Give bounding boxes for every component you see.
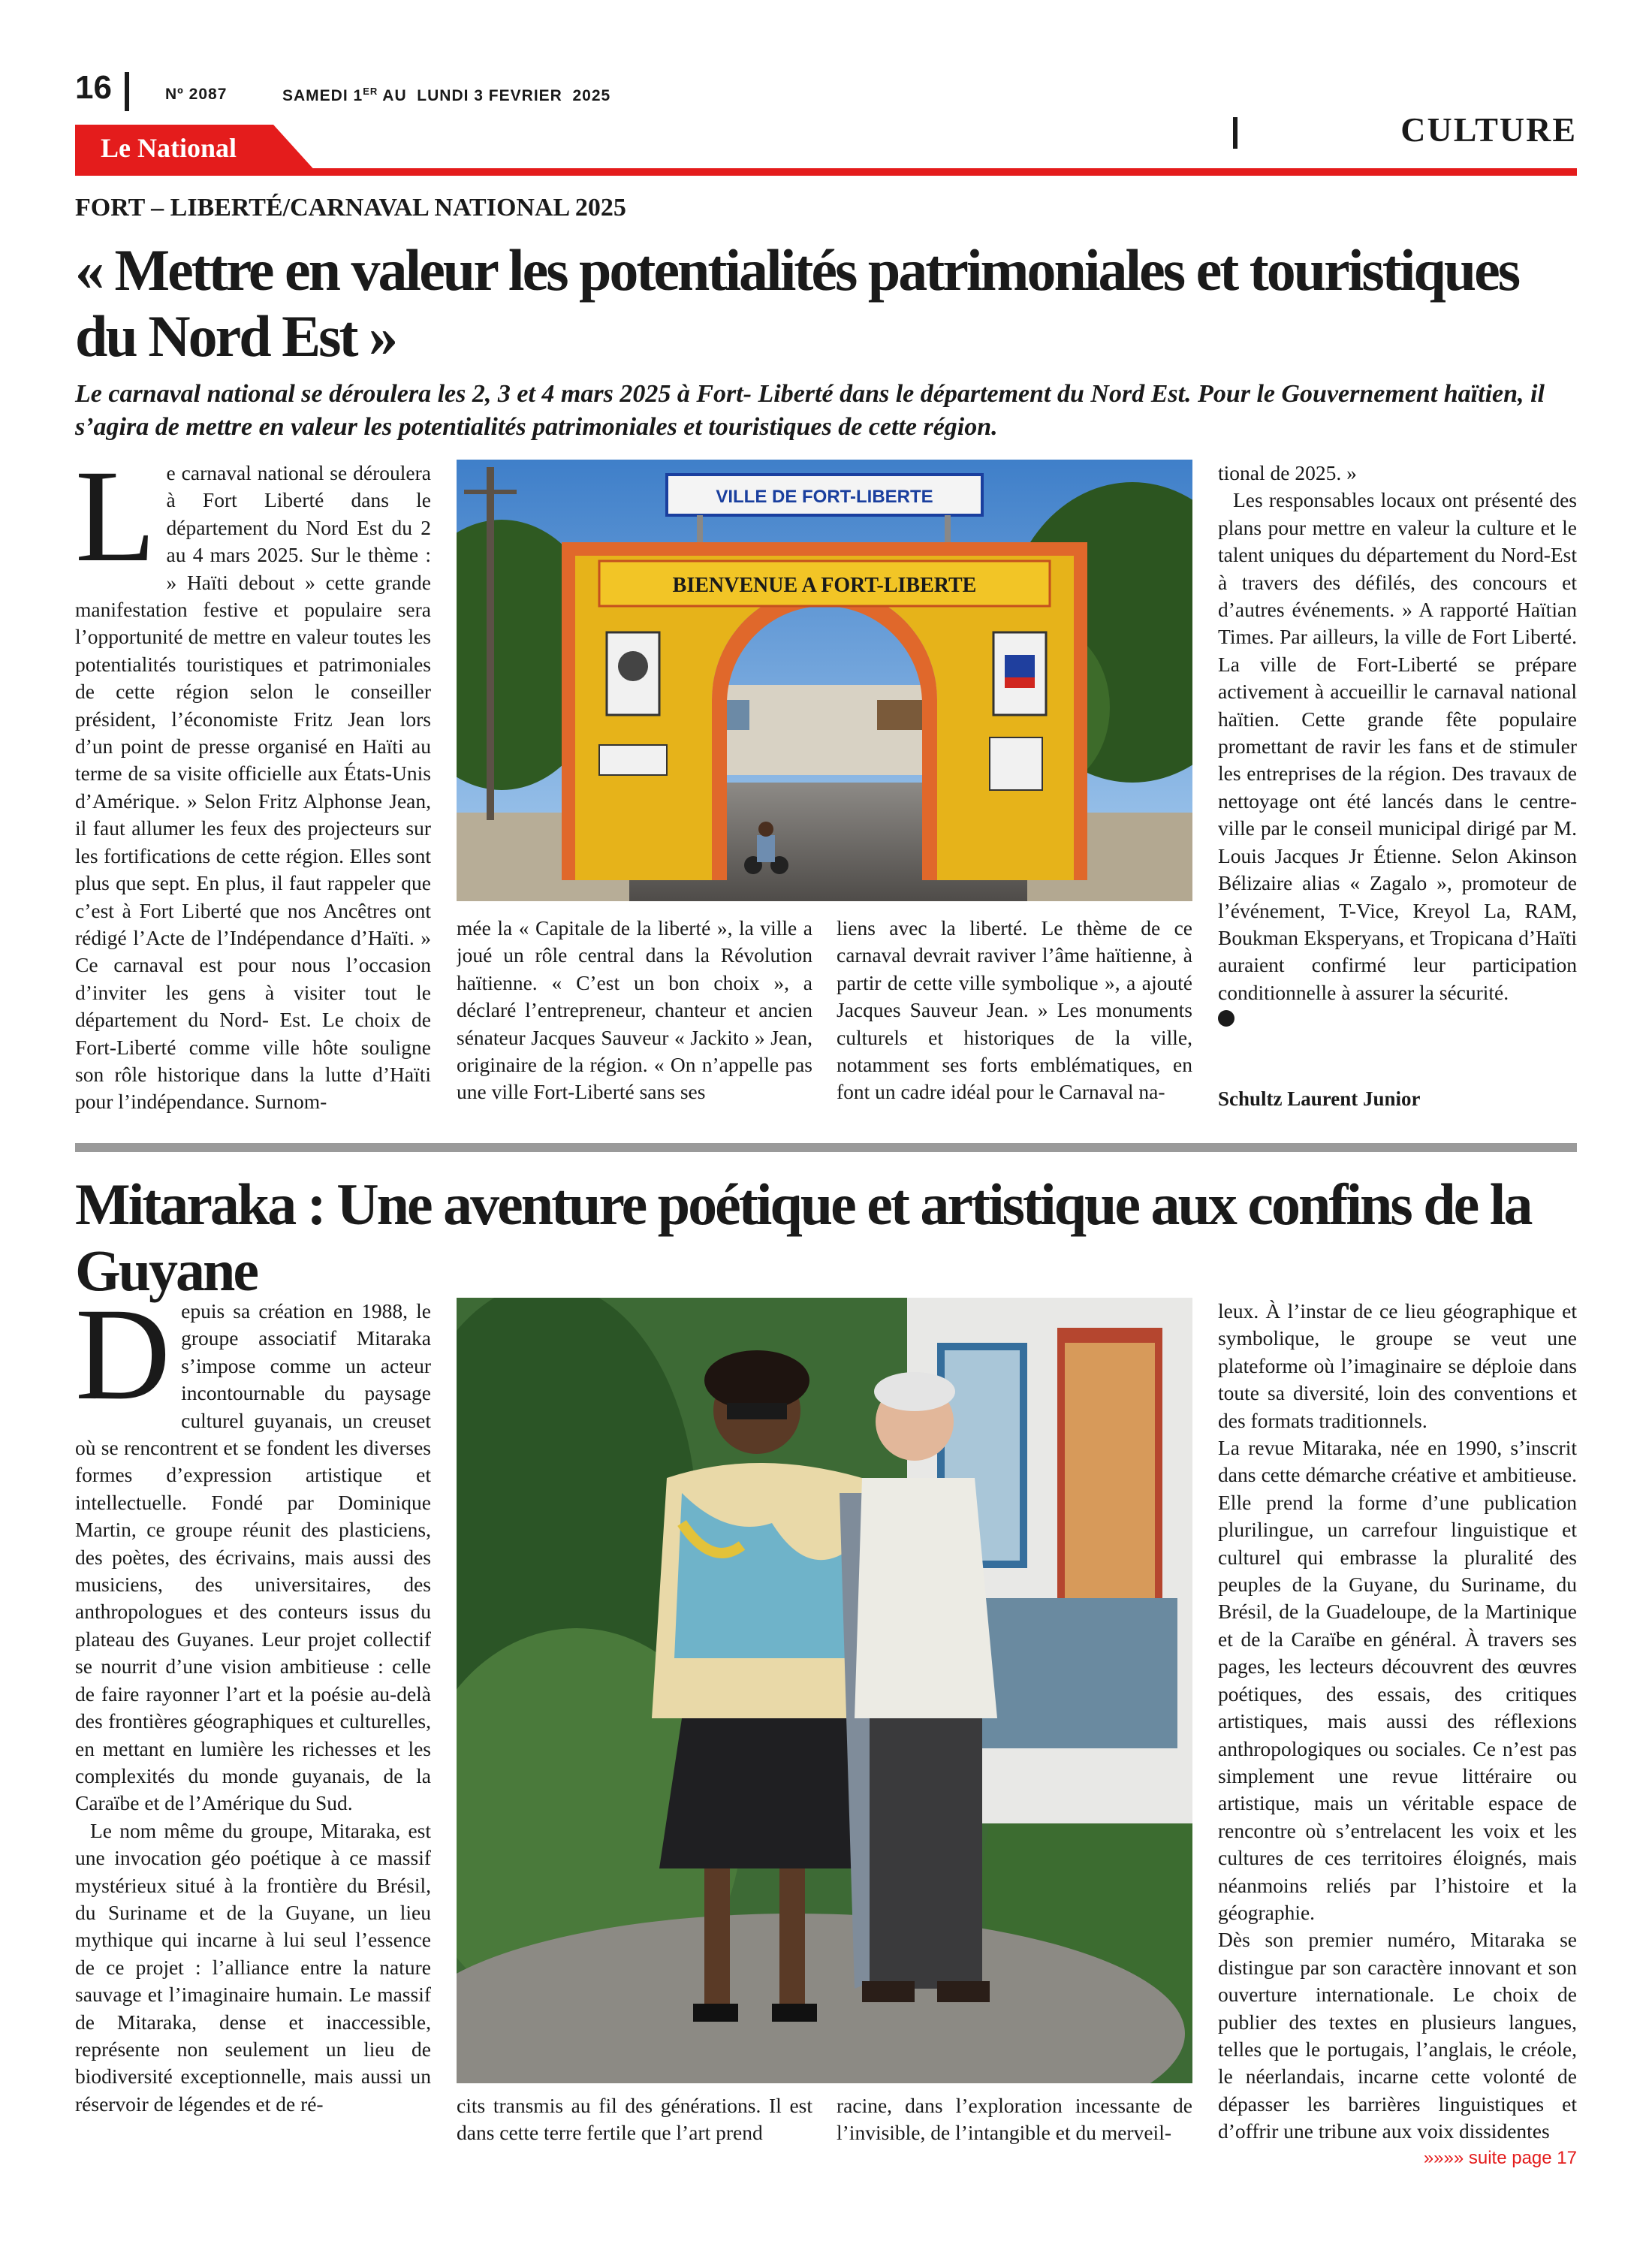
article1-col2-text: mée la « Capitale de la liberté », la ville a joué un rôle central dans la Révolution haïtienne. « C’est un bon choix », a déclaré l’entrepreneur, chanteur et ancien sénateur Jacques Sauveur « Jackito » Jean, originaire de la région. « On n’appelle pas une ville Fort-Liberté sans ses — [457, 916, 812, 1104]
end-of-article-icon — [1218, 1010, 1234, 1027]
article2-col1-p2: Le nom même du groupe, Mitaraka, est une invocation géo poétique à ce massif mystérieux situé à la frontière du Brésil, du Suriname et de la Guyane, un lieu mythique qui incarne à lui seul l’essence de ce projet : l’alliance entre la nature sauvage et l’imaginaire humain. Le massif de Mitaraka, dense et inaccessible, représente non seulement un lieu de biodiversité exceptionnelle, mais aussi un réservoir de légendes et de ré- — [75, 1818, 431, 2116]
article1-column-4 — [1218, 460, 1577, 1120]
article1-col4-p1: tional de 2025. » — [1218, 461, 1357, 484]
mitaraka-couple-photo — [457, 1298, 1192, 2083]
drop-cap: D — [75, 1298, 171, 1428]
article2-col3-text: racine, dans l’exploration incessante de l’invisible, de l’intangible et du merveil- — [837, 2094, 1192, 2145]
article2-column-2 — [457, 2092, 812, 2145]
article2-column-1 — [75, 1298, 431, 2143]
continuation-link[interactable]: »»»» suite page 17 — [1423, 2148, 1577, 2168]
article1-lead: Le carnaval national se déroulera les 2, 3 et 4 mars 2025 à Fort- Liberté dans le département du Nord Est. Pour le Gouvernement haïtien, il s’agira de mettre en valeur les potentialités patrimoniales et touristiques de cette région. — [75, 380, 1545, 441]
newspaper-logo: Le National — [101, 133, 237, 163]
page-number: 16 — [75, 69, 112, 106]
article1-column-1 — [75, 460, 431, 1117]
article1-headline: « Mettre en valeur les potentialités patrimoniales et touristiques du Nord Est » — [75, 237, 1519, 369]
article-divider — [75, 1143, 1577, 1152]
section-title: CULTURE — [1400, 110, 1577, 149]
arch-photo-illustration — [457, 460, 1192, 901]
article1-byline: Schultz Laurent Junior — [1218, 1087, 1421, 1110]
arch-sign-text: BIENVENUE A FORT-LIBERTE — [672, 574, 977, 597]
issue-number: Nº 2087 — [165, 86, 228, 103]
article2-col4-p2: La revue Mitaraka, née en 1990, s’inscrit dans cette démarche créative et ambitieuse. Elle prend la forme d’une publication plurilingue, un carrefour linguistique et culturel qui embrasse la pluralité des peuples de la Guyane, du Suriname, du Brésil, de la Guadeloupe, de la Martinique et de la Caraïbe en général. À travers ses pages, les lecteurs découvrent des œuvres poétiques, des essais, des critiques artistiques, mais aussi des réflexions anthropologiques ou sociales. Ce n’est pas simplement une revue littéraire ou artistique, mais un véritable espace de rencontre où s’entrelacent les voix et les cultures de ces territoires éloignés, mais néanmoins reliés par l’histoire et la géographie. — [1218, 1436, 1577, 1924]
article1-column-3 — [837, 915, 1192, 1117]
article2-column-3 — [837, 2092, 1192, 2145]
article1-col4-p2: Les responsables locaux ont présenté des plans pour mettre en valeur la culture et le talent uniques du département du Nord-Est à travers des défilés, des concours et d’autres événements. » A rapporté Haïtian Times. Par ailleurs, la ville de Fort Liberté. La ville de Fort-Liberté se prépare activement à accueillir le carnaval national haïtien. Cette grande fête populaire promettant de ravir les fans et de stimuler les entreprises de la région. Des travaux de nettoyage ont été lancés dans le centre-ville par le conseil municipal dirigé par M. Louis Jacques Jr Étienne. Selon Akinson Bélizaire alias « Zagalo », promoteur de l’événement, T-Vice, Kreyol La, RAM, Boukman Eksperyans, et Tropicana d’Haïti auraient confirmé leur participation conditionnelle à assurer la sécurité. — [1218, 488, 1577, 1004]
date-day: SAMEDI 1 — [282, 87, 363, 104]
article2-col4-p1: leux. À l’instar de ce lieu géographique et symbolique, le groupe se veut une plateforme où l’imaginaire se déploie dans toute sa diversité, loin des conventions et des formats traditionnels. — [1218, 1299, 1577, 1432]
article2-headline: Mitaraka : Une aventure poétique et artistique aux confins de la Guyane — [75, 1172, 1531, 1303]
article1-col3-text: liens avec la liberté. Le thème de ce carnaval devrait raviver l’âme haïtienne, à partir de cette ville symbolique », a ajouté Jacques Sauveur Jean. » Les monuments culturels et historiques de la ville, notamment ses forts emblématiques, en font un cadre idéal pour le Carnaval na- — [837, 916, 1192, 1104]
issue-date — [282, 86, 610, 105]
drop-cap: L — [75, 460, 156, 590]
page-number-divider — [125, 72, 129, 111]
article1-kicker: FORT – LIBERTÉ/CARNAVAL NATIONAL 2025 — [75, 194, 626, 222]
date-rest: AU LUNDI 3 FEVRIER 2025 — [378, 87, 611, 104]
article1-column-2 — [457, 915, 812, 1117]
date-ordinal: ER — [363, 86, 378, 97]
top-sign-text: VILLE DE FORT-LIBERTE — [716, 487, 933, 507]
article2-col2-text: cits transmis au fil des générations. Il est dans cette terre fertile que l’art prend — [457, 2094, 812, 2145]
article2-column-4 — [1218, 1298, 1577, 2143]
section-divider — [1233, 117, 1237, 149]
article2-col4-p3: Dès son premier numéro, Mitaraka se distingue par son caractère innovant et son ouverture internationale. Le choix de publier des textes en plusieurs langues, telles que le portugais, l’anglais, le créole, le néerlandais, incarne cette volonté de dépasser les barrières linguistiques et d’offrir une tribune aux voix dissidentes — [1218, 1928, 1577, 2143]
article2-col1-p1: epuis sa création en 1988, le groupe associatif Mitaraka s’impose comme un acteur incontournable du paysage culturel guyanais, un creuset où se rencontrent et se fondent les diverses formes d’expression artistique et intellectuelle. Fondé par Dominique Martin, ce groupe réunit des plasticiens, des poètes, des écrivains, mais aussi des musiciens, des universitaires, des anthropologues et des conteurs issus du plateau des Guyanes. Leur projet collectif se nourrit d’une vision ambitieuse : celle de faire rayonner l’art et la poésie au-delà des frontières géographiques et culturelles, en mettant en lumière les richesses et les complexités du monde guyanais, de la Caraïbe et de l’Amérique du Sud. — [75, 1299, 431, 1815]
fort-liberte-arch-photo — [457, 460, 1192, 901]
article1-col1-text: e carnaval national se déroulera à Fort Liberté dans le département du Nord Est du 2 au 4 mars 2025. Sur le thème : » Haïti debout » cette grande manifestation festive et populaire sera l’opportunité de mettre en valeur toutes les potentialités touristiques et patrimoniales de cette région selon le conseiller président, l’économiste Fritz Jean lors d’un point de presse organisé en Haïti au terme de sa visite officielle aux États-Unis d’Amérique. » Selon Fritz Alphonse Jean, il faut allumer les feux des projecteurs sur les fortifications de cette région. Elles sont plus que sept. En plus, il faut rappeler que c’est à Fort Liberté que nos Ancêtres ont rédigé l’Acte de l’Indépendance d’Haïti. » Ce carnaval est pour nous l’occasion d’inviter les gens à visiter tout le département du Nord- Est. Le choix de Fort-Liberté comme ville hôte souligne son rôle historique dans la lutte d’Haïti pour l’indépendance. Surnom- — [75, 461, 431, 1114]
couple-photo-illustration — [457, 1298, 1192, 2083]
